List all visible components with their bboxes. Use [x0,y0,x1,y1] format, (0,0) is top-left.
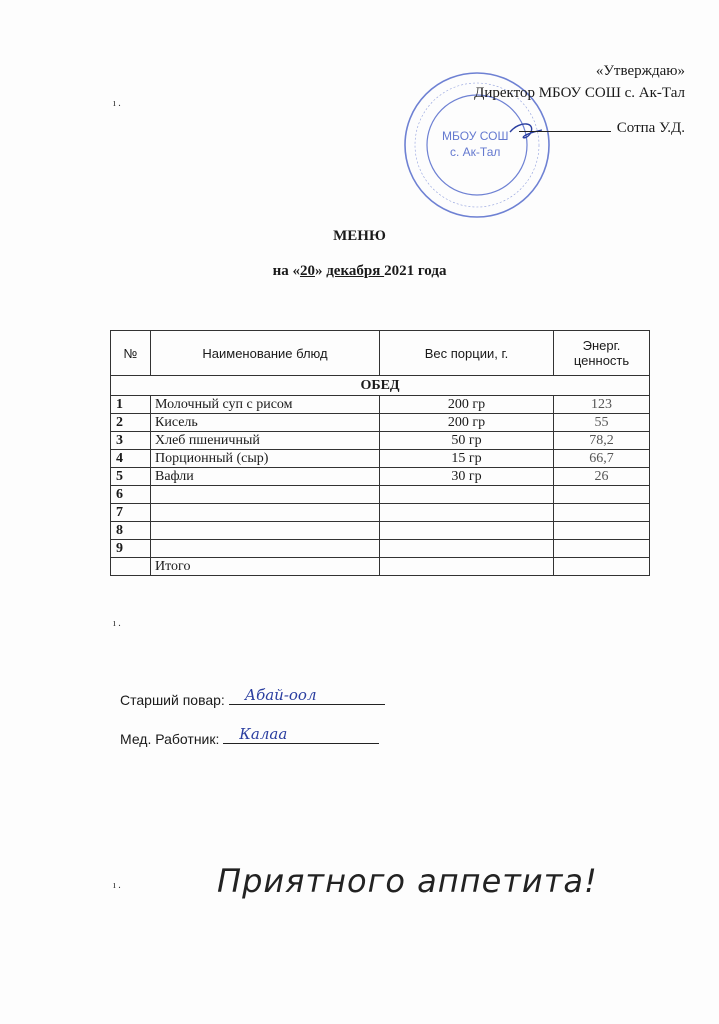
header-energy: Энерг. ценность [554,331,650,376]
header-number: № [111,331,151,376]
date-day: 20 [299,263,315,279]
signature-blank [519,117,611,132]
row-number: 9 [111,540,151,558]
row-dish-name: Молочный суп с рисом [151,396,380,414]
table-row [111,432,650,450]
row-weight: 50 гр [380,432,554,450]
chef-label: Старший повар: [120,692,225,708]
med-handwritten-signature: Калаа [239,725,288,743]
row-energy [554,540,650,558]
header-weight: Вес порции, г. [380,331,554,376]
row-weight: 15 гр [380,450,554,468]
scan-mark: ı . [113,618,121,629]
table-row [111,504,650,522]
section-lunch: ОБЕД [111,376,650,396]
row-weight [380,522,554,540]
table-row [111,540,650,558]
row-energy [554,486,650,504]
row-number: 2 [111,414,151,432]
scan-mark: ı . [113,880,121,891]
row-weight: 200 гр [380,396,554,414]
chef-handwritten-signature: Абай-оол [244,686,317,704]
row-weight [380,540,554,558]
table-row [111,522,650,540]
row-energy: 78,2 [554,432,650,450]
table-row [111,450,650,468]
row-dish-name: Кисель [151,414,380,432]
total-energy [554,558,650,576]
chef-signature-line [229,688,385,705]
row-energy: 55 [554,414,650,432]
approval-line-3 [474,117,685,139]
row-dish-name [151,486,380,504]
row-weight [380,504,554,522]
table-row [111,414,650,432]
header-dish-name: Наименование блюд [151,331,380,376]
total-number [111,558,151,576]
date-month: декабря [326,263,385,279]
med-signature [120,727,379,747]
row-energy: 66,7 [554,450,650,468]
row-dish-name [151,504,380,522]
table-row [111,486,650,504]
row-dish-name: Порционный (сыр) [151,450,380,468]
row-number: 7 [111,504,151,522]
approval-line-1: «Утверждаю» [595,63,685,79]
row-energy: 26 [554,468,650,486]
med-label: Мед. Работник: [120,731,220,747]
stamp-text-sub: с. Ак-Тал [450,145,501,159]
chef-signature [120,688,385,708]
row-number: 5 [111,468,151,486]
table-row [111,396,650,414]
menu-table [110,330,650,576]
row-number: 1 [111,396,151,414]
row-dish-name [151,522,380,540]
row-energy: 123 [554,396,650,414]
approval-line-2: Директор МБОУ СОШ с. Ак-Тал [474,85,685,101]
approval-block [474,60,685,139]
row-number: 6 [111,486,151,504]
row-dish-name: Хлеб пшеничный [151,432,380,450]
total-weight [380,558,554,576]
row-weight: 30 гр [380,468,554,486]
table-row [111,468,650,486]
table-total-row [111,558,650,576]
menu-title: МЕНЮ [333,228,386,244]
row-number: 3 [111,432,151,450]
director-name: Сотпа У.Д. [616,120,685,136]
wish-text: Приятного аппетита! [217,862,598,900]
scan-mark: ı . [113,98,121,109]
row-energy [554,522,650,540]
row-weight [380,486,554,504]
total-label: Итого [151,558,380,576]
row-number: 4 [111,450,151,468]
table-header-row [111,331,650,376]
menu-date: на «20» декабря 2021 года [272,263,447,279]
row-weight: 200 гр [380,414,554,432]
row-dish-name: Вафли [151,468,380,486]
row-dish-name [151,540,380,558]
date-year: 2021 года [384,263,447,279]
stamp-text-main: МБОУ СОШ [442,129,509,143]
row-number: 8 [111,522,151,540]
med-signature-line [223,727,379,744]
row-energy [554,504,650,522]
